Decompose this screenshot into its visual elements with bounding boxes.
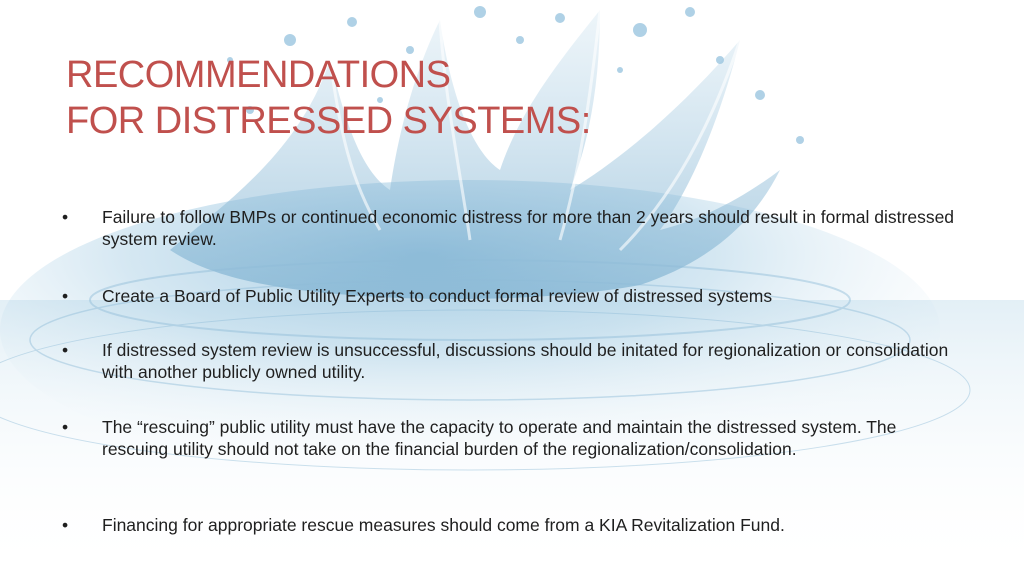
bullet-marker: •: [62, 515, 69, 535]
bullet-text: If distressed system review is unsuccessful, discussions should be initated for regionalization or consolidation with another publicly owned utility.: [102, 340, 949, 382]
bullet-marker: •: [62, 340, 69, 360]
title-line-1: RECOMMENDATIONS: [66, 54, 451, 96]
bullet-text: Financing for appropriate rescue measures should come from a KIA Revitalization Fund.: [102, 515, 785, 535]
bullet-text: The “rescuing” public utility must have the capacity to operate and maintain the distressed system. The rescuing utility should not take on the financial burden of the regionalization/consolidation.: [102, 417, 897, 459]
bullet-item: [62, 514, 785, 536]
title-line-2: FOR DISTRESSED SYSTEMS:: [66, 100, 591, 142]
bullet-marker: •: [62, 286, 69, 306]
bullet-marker: •: [62, 207, 69, 227]
slide-title: [66, 52, 786, 144]
bullet-item: [62, 206, 962, 250]
bullet-item: [62, 416, 962, 460]
bullet-item: [62, 285, 772, 307]
bullet-item: [62, 339, 962, 383]
bullet-marker: •: [62, 417, 69, 437]
bullet-text: Create a Board of Public Utility Experts to conduct formal review of distressed systems: [102, 286, 773, 306]
bullet-text: Failure to follow BMPs or continued economic distress for more than 2 years should result in formal distressed system review.: [102, 207, 955, 249]
